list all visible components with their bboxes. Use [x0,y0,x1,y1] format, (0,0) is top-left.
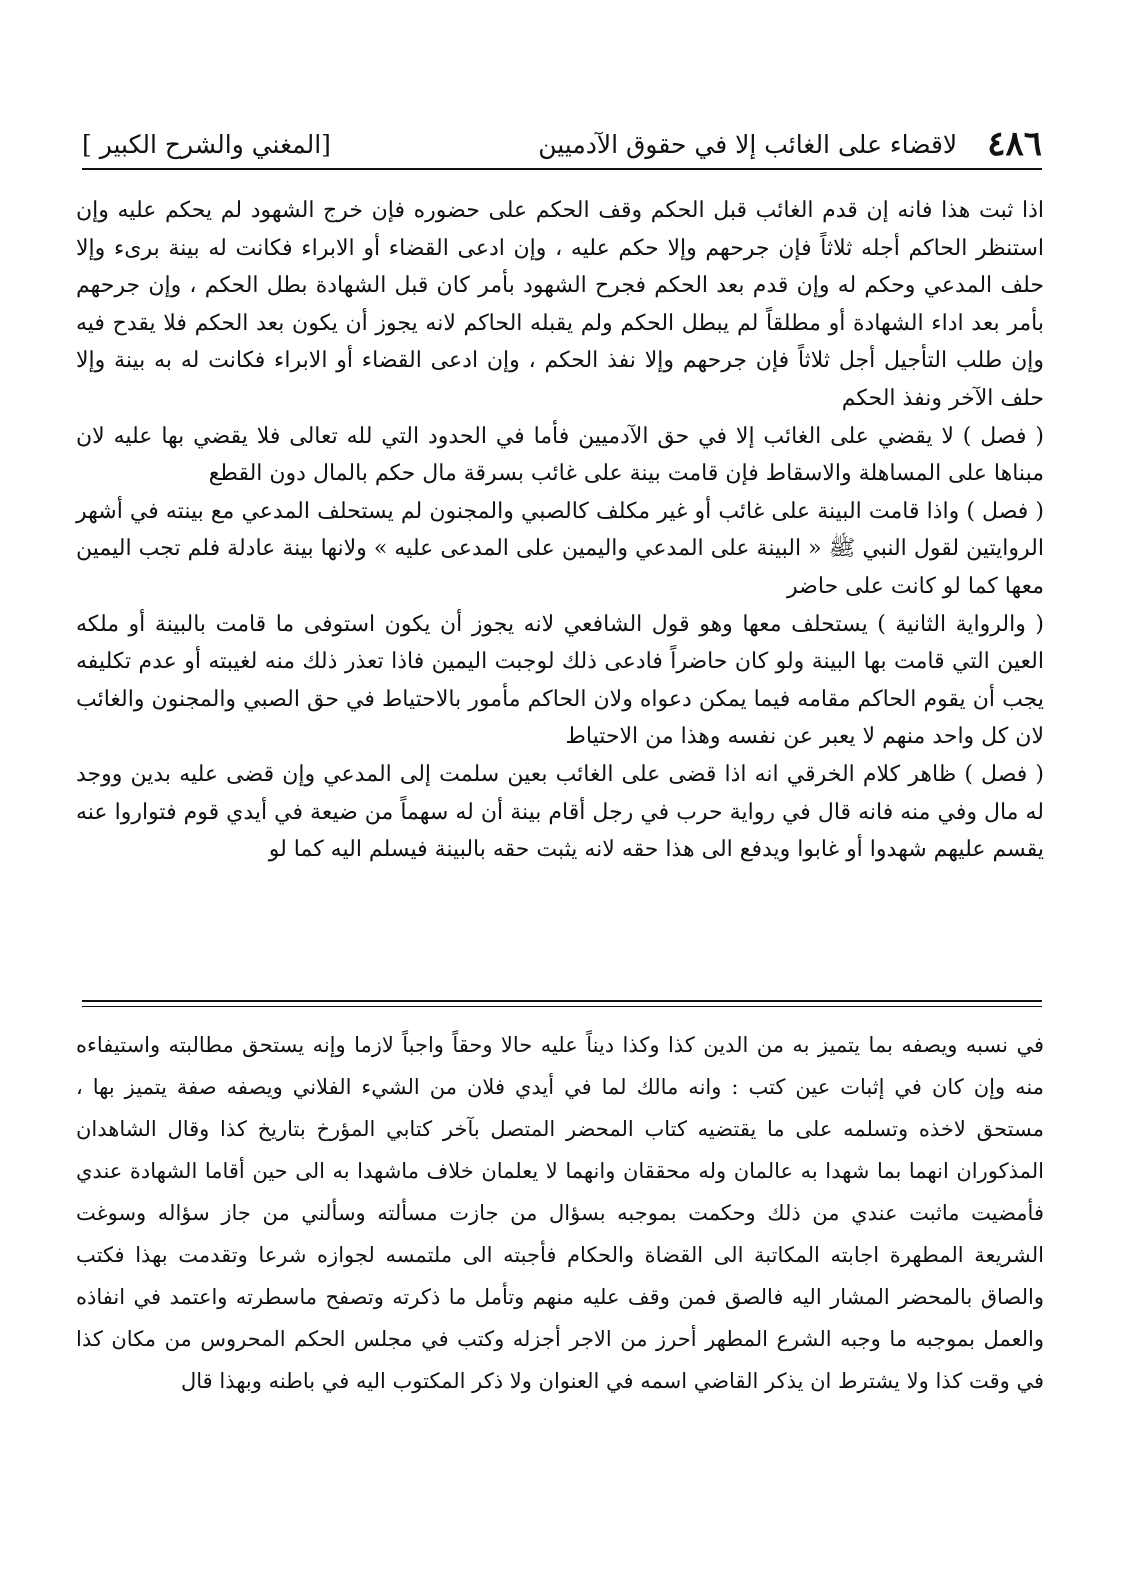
paragraph: اذا ثبت هذا فانه إن قدم الغائب قبل الحكم وقف الحكم على حضوره فإن خرج الشهود لم يحكم عليه وإن استنظر الحاكم أجله ثلاثاً فإن جرحهم وإلا حكم عليه ، وإن ادعى القضاء أو الابراء فكانت له بينة برىء وإلا حلف المدعي وحكم له وإن قدم بعد الحكم فجرح الشهود بأمر كان قبل الشهادة بطل الحكم ، وإن جرحهم بأمر بعد اداء الشهادة أو مطلقاً لم يبطل الحكم ولم يقبله الحاكم لانه يجوز أن يكون بعد الحكم فلا يقدح فيه وإن طلب التأجيل أجل ثلاثاً فإن جرحهم وإلا نفذ الحكم ، وإن ادعى القضاء أو الابراء فكانت له به بينة وإلا حلف الآخر ونفذ الحكم [76,198,1044,411]
header-rule [82,168,1042,170]
main-text [76,192,1044,869]
book-title: [المغني والشرح الكبير ] [82,129,331,159]
page-number: ٤٨٦ [987,124,1042,164]
page-header [82,120,1042,168]
footnote-paragraph: في نسبه ويصفه بما يتميز به من الدين كذا وكذا ديناً عليه حالا وحقاً واجباً لازما وإنه يستحق مطالبته واستيفاءه منه وإن كان في إثبات عين كتب : وانه مالك لما في أيدي فلان من الشيء الفلاني ويصفه صفة يتميز بها ، مستحق لاخذه وتسلمه على ما يقتضيه كتاب المحضر المتصل بآخر كتابي المؤرخ بتاريخ كذا وقال الشاهدان المذكوران انهما بما شهدا به عالمان وله محققان وانهما لا يعلمان خلاف ماشهدا به الى حين أقاما الشهادة عندي فأمضيت ماثبت عندي من ذلك وحكمت بموجبه بسؤال من جازت مسألته وسألني من جاز سؤاله وسوغت الشريعة المطهرة اجابته المكاتبة الى القضاة والحكام فأجبته الى ملتمسه لجوازه شرعا وتقدمت بهذا فكتب والصاق بالمحضر المشار اليه فالصق فمن وقف عليه منهم وتأمل ما ذكرته وتصفح ماسطرته واعتمد في انفاذه والعمل بموجبه ما وجبه الشرع المطهر أحرز من الاجر أجزله وكتب في مجلس الحكم المحروس من مكان كذا في وقت كذا ولا يشترط ان يذكر القاضي اسمه في العنوان ولا ذكر المكتوب اليه في باطنه وبهذا قال [76,1033,1044,1393]
footnote-separator [82,1000,1042,1002]
paragraph: ( والرواية الثانية ) يستحلف معها وهو قول الشافعي لانه يجوز أن يكون استوفى ما قامت بالبينة أو ملكه العين التي قامت بها البينة ولو كان حاضراً فادعى ذلك لوجبت اليمين فاذا تعذر ذلك منه لغيبته أو عدم تكليفه يجب أن يقوم الحاكم مقامه فيما يمكن دعواه ولان الحاكم مأمور بالاحتياط في حق الصبي والمجنون والغائب لان كل واحد منهم لا يعبر عن نفسه وهذا من الاحتياط [76,611,1044,750]
paragraph: ( فصل ) ظاهر كلام الخرقي انه اذا قضى على الغائب بعين سلمت إلى المدعي وإن قضى عليه بدين ووجد له مال وفي منه فانه قال في رواية حرب في رجل أقام بينة أن له سهماً من ضيعة في أيدي قوم فتواروا عنه يقسم عليهم شهدوا أو غابوا ويدفع الى هذا حقه لانه يثبت حقه بالبينة فيسلم اليه كما لو [76,761,1044,863]
paragraph: ( فصل ) واذا قامت البينة على غائب أو غير مكلف كالصبي والمجنون لم يستحلف المدعي مع بينته في أشهر الروايتين لقول النبي ﷺ « البينة على المدعي واليمين على المدعى عليه » ولانها بينة عادلة فلم تجب اليمين معها كما لو كانت على حاضر [76,498,1044,599]
footnote-separator-thin [82,1006,1042,1007]
footnote-text [76,1024,1044,1402]
paragraph: ( فصل ) لا يقضي على الغائب إلا في حق الآدميين فأما في الحدود التي لله تعالى فلا يقضي بها عليه لان مبناها على المساهلة والاسقاط فإن قامت بينة على غائب بسرقة مال حكم بالمال دون القطع [76,423,1044,487]
running-title: لاقضاء على الغائب إلا في حقوق الآدميين [538,129,958,159]
